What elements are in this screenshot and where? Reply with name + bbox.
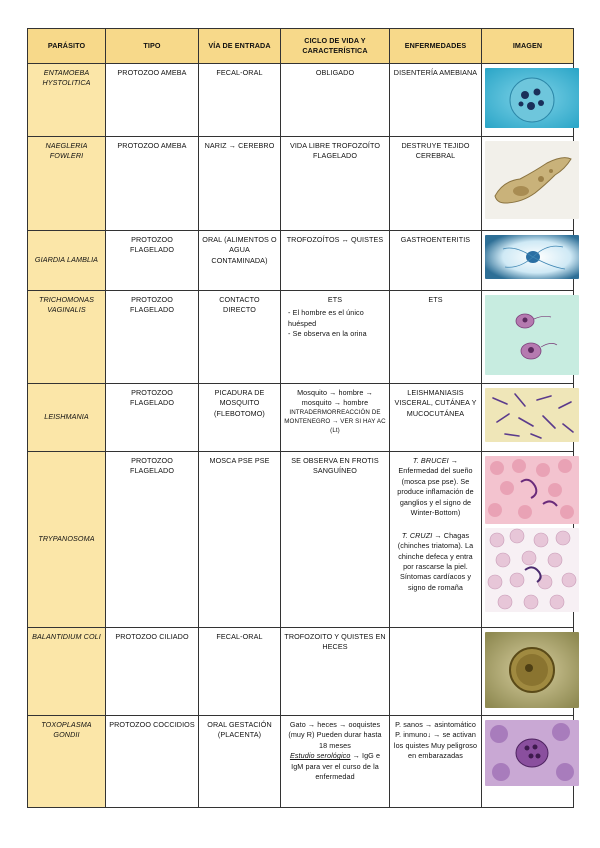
parasite-name: GIARDIA LAMBLIA [28, 231, 106, 291]
life-cycle-title: ETS [327, 295, 343, 304]
life-cycle [281, 384, 390, 452]
disease [390, 452, 482, 628]
entry-route: FECAL-ORAL [199, 628, 281, 716]
parasite-name: TRYPANOSOMA [28, 452, 106, 628]
life-cycle: TROFOZOÍTOS ↔ QUISTES [281, 231, 390, 291]
parasite-name: ENTAMOEBA HYSTOLITICA [28, 64, 106, 137]
naegleria-micrograph-icon [485, 141, 579, 219]
disease-brucei [393, 456, 478, 519]
life-cycle: TROFOZOITO Y QUISTES EN HECES [281, 628, 390, 716]
balantidium-micrograph-icon [485, 632, 579, 708]
image-cell [482, 716, 574, 808]
disease: DESTRUYE TEJIDO CEREBRAL [390, 137, 482, 231]
trypanosoma-micrograph-icon [485, 456, 579, 524]
header-via: VÍA DE ENTRADA [199, 29, 281, 64]
toxoplasma-micrograph-icon [485, 720, 579, 786]
parasite-type: PROTOZOO FLAGELADO [106, 291, 199, 384]
image-cell [482, 452, 574, 628]
table-row [28, 137, 574, 231]
disease-cruzi [393, 531, 478, 594]
serology-label: Estudio serológico [289, 751, 351, 761]
life-cycle-text: Mosquito → hombre → mosquito → hombre [297, 388, 373, 408]
image-cell [482, 628, 574, 716]
entamoeba-micrograph-icon [485, 68, 579, 128]
life-cycle-text: Gato → heces → ooquistes (muy R) Pueden durar hasta 18 meses [288, 720, 382, 750]
header-ciclo: CICLO DE VIDA Y CARACTERÍSTICA [281, 29, 390, 64]
entry-route: ORAL (ALIMENTOS O AGUA CONTAMINADA) [199, 231, 281, 291]
table-row [28, 384, 574, 452]
life-cycle [281, 291, 390, 384]
life-cycle [281, 716, 390, 808]
header-enfermedades: ENFERMEDADES [390, 29, 482, 64]
entry-route: CONTACTO DIRECTO [199, 291, 281, 384]
entry-route: PICADURA DE MOSQUITO (FLEBOTOMO) [199, 384, 281, 452]
parasite-type: PROTOZOO AMEBA [106, 137, 199, 231]
disease: GASTROENTERITIS [390, 231, 482, 291]
header-parasito: PARÁSITO [28, 29, 106, 64]
disease: DISENTERÍA AMEBIANA [390, 64, 482, 137]
species-label: T. BRUCEI [412, 456, 449, 465]
entry-route: MOSCA PSE PSE [199, 452, 281, 628]
parasite-name: NAEGLERIA FOWLERI [28, 137, 106, 231]
trypanosoma-cruzi-micrograph-icon [485, 528, 579, 612]
header-tipo: TIPO [106, 29, 199, 64]
entry-route: NARIZ → CEREBRO [199, 137, 281, 231]
life-cycle-list [288, 308, 386, 339]
disease: LEISHMANIASIS VISCERAL, CUTÁNEA Y MUCOCUTÁNEA [390, 384, 482, 452]
parasite-name: TOXOPLASMA GONDII [28, 716, 106, 808]
table-row [28, 291, 574, 384]
species-label: T. CRUZI [401, 530, 433, 540]
parasite-name: TRICHOMONAS VAGINALIS [28, 291, 106, 384]
life-cycle-note: INTRADERMORREACCIÓN DE MONTENEGRO → VER SI HAY AC (Lt) [284, 408, 386, 434]
list-item: - Se observa en la orina [288, 329, 367, 339]
table-header-row [28, 29, 574, 64]
entry-route: FECAL-ORAL [199, 64, 281, 137]
image-cell [482, 291, 574, 384]
parasite-type: PROTOZOO AMEBA [106, 64, 199, 137]
list-item: - El hombre es el único huésped [288, 308, 364, 328]
parasite-type: PROTOZOO FLAGELADO [106, 452, 199, 628]
image-cell [482, 231, 574, 291]
life-cycle: OBLIGADO [281, 64, 390, 137]
parasite-type: PROTOZOO CILIADO [106, 628, 199, 716]
trichomonas-micrograph-icon [485, 295, 579, 375]
header-imagen: IMAGEN [482, 29, 574, 64]
image-cell [482, 137, 574, 231]
table-row [28, 628, 574, 716]
table-row [28, 231, 574, 291]
parasite-name: LEISHMANIA [28, 384, 106, 452]
parasite-name: BALANTIDIUM COLI [28, 628, 106, 716]
table-row [28, 452, 574, 628]
entry-route: ORAL GESTACIÓN (PLACENTA) [199, 716, 281, 808]
life-cycle: VIDA LIBRE TROFOZOÍTO FLAGELADO [281, 137, 390, 231]
giardia-micrograph-icon [485, 235, 579, 279]
parasite-table [27, 28, 574, 808]
image-cell [482, 384, 574, 452]
species-text: → Chagas (chinches triatoma). La chinche defeca y entra por rascarse la piel. Síntomas cardíacos y signo de romaña [397, 530, 474, 592]
disease: P. sanos → asintomático P. inmuno↓ → se activan los quistes Muy peligroso en embarazadas [390, 716, 482, 808]
table-row [28, 64, 574, 137]
table-row [28, 716, 574, 808]
parasite-type: PROTOZOO FLAGELADO [106, 384, 199, 452]
disease: ETS [390, 291, 482, 384]
species-text: → Enfermedad del sueño (mosca pse pse). Se produce inflamación de ganglios y el signo de Winter-Bottom) [397, 456, 474, 518]
leishmania-micrograph-icon [485, 388, 579, 442]
parasite-type: PROTOZOO COCCIDIOS [106, 716, 199, 808]
image-cell [482, 64, 574, 137]
serology-text: → IgG e IgM para ver el curso de la enfermedad [291, 751, 381, 782]
parasite-type: PROTOZOO FLAGELADO [106, 231, 199, 291]
life-cycle: SE OBSERVA EN FROTIS SANGUÍNEO [281, 452, 390, 628]
disease [390, 628, 482, 716]
